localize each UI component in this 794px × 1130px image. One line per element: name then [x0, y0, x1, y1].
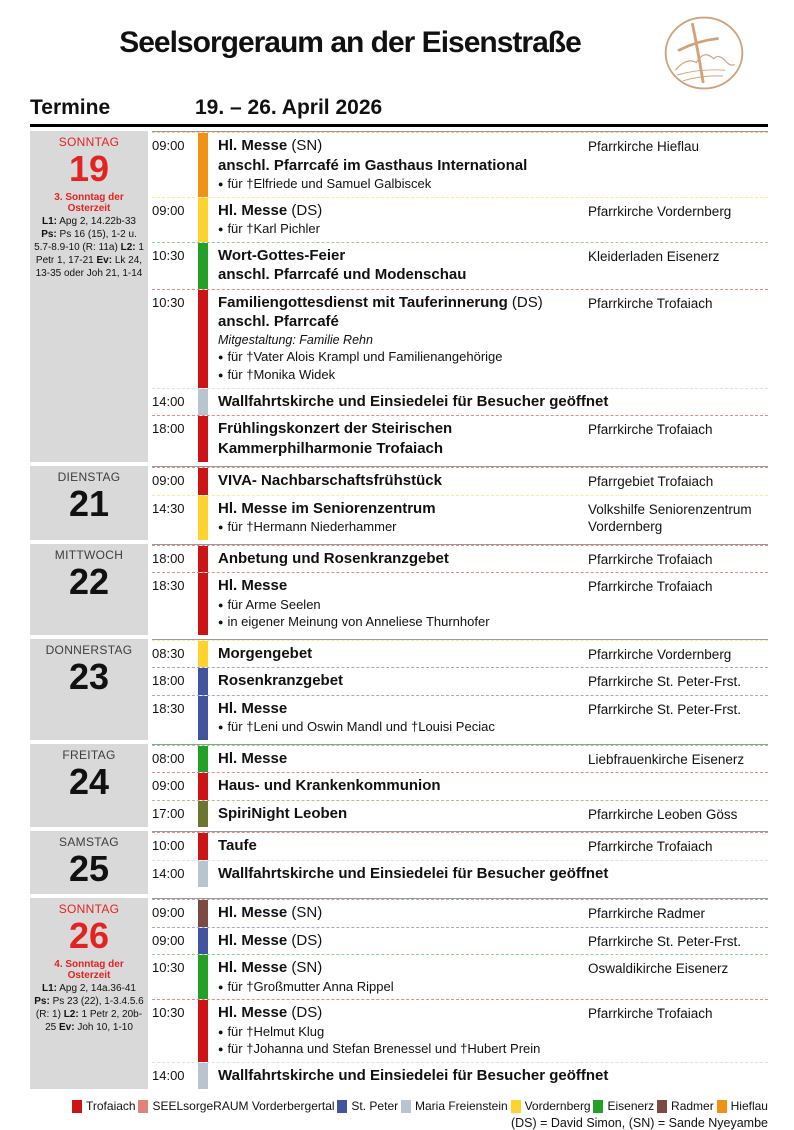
event-body — [218, 389, 768, 416]
event-row — [152, 289, 768, 388]
event-location: Pfarrkirche Leoben Göss — [588, 806, 738, 822]
event-row — [152, 860, 768, 888]
event-location: Pfarrkirche Trofaiach — [588, 839, 713, 855]
event-location: Pfarrkirche Trofaiach — [588, 1006, 713, 1022]
event-row — [152, 242, 768, 289]
event-intention: ● für †Großmutter Anna Rippel — [218, 978, 394, 994]
trofaiach-color-bar — [198, 546, 208, 573]
event-title: Wallfahrtskirche und Einsiedelei für Besucher geöffnet — [218, 1066, 609, 1084]
event-location: Pfarrgebiet Trofaiach — [588, 474, 714, 490]
stpeter-swatch-icon — [337, 1100, 347, 1113]
event-title: Anbetung und Rosenkranzgebet — [218, 549, 449, 567]
hieflau-swatch-icon — [717, 1100, 727, 1113]
event-body — [218, 243, 588, 289]
day-sidebar — [30, 898, 148, 1089]
trofaiach-color-bar — [198, 290, 208, 388]
day-events — [152, 131, 768, 462]
eisenerz-color-bar — [198, 243, 208, 289]
event-location: Liebfrauenkirche Eisenerz — [588, 751, 745, 767]
parish-cross-mountain-logo-icon — [658, 14, 750, 97]
event-title: Hl. Messe — [218, 577, 288, 595]
eisenerz-color-bar — [198, 955, 208, 999]
seelsorgeraum-swatch-icon — [138, 1100, 148, 1113]
event-intention: ● für †Vater Alois Krampl und Familienangehörige — [218, 349, 503, 365]
event-location: Pfarrkirche Trofaiach — [588, 551, 713, 567]
event-time: 09:00 — [152, 473, 185, 489]
legend-label: Maria Freienstein — [414, 1099, 508, 1114]
event-title: Rosenkranzgebet — [218, 672, 344, 690]
event-time: 14:00 — [152, 393, 185, 409]
event-time: 18:00 — [152, 673, 185, 689]
day-events — [152, 831, 768, 894]
event-title: Frühlingskonzert der Steirischen Kammerphilharmonie Trofaiach — [218, 420, 453, 457]
trofaiach-color-bar — [198, 833, 208, 860]
event-row — [152, 695, 768, 740]
day-events — [152, 744, 768, 828]
event-note: Mitgestaltung: Familie Rehn — [218, 332, 373, 347]
day-number: 25 — [68, 848, 110, 890]
day-sidebar — [30, 466, 148, 540]
event-location: Pfarrkirche St. Peter-Frst. — [588, 701, 742, 717]
day-number: 26 — [68, 915, 110, 957]
trofaiach-color-bar — [198, 1000, 208, 1062]
day-events — [152, 898, 768, 1089]
event-location: Pfarrkirche Trofaiach — [588, 422, 713, 438]
event-row — [152, 495, 768, 540]
vordernberg-color-bar — [198, 641, 208, 668]
event-title: Haus- und Krankenkommunion — [218, 777, 441, 795]
event-intention: ● für †Elfriede und Samuel Galbiscek — [218, 176, 432, 191]
event-body — [218, 746, 588, 773]
day-block — [30, 831, 768, 894]
event-title: Wallfahrtskirche und Einsiedelei für Besucher geöffnet — [218, 392, 609, 410]
event-time: 09:00 — [152, 138, 185, 153]
event-body — [218, 696, 588, 740]
legend-item — [593, 1099, 654, 1113]
legend-note: (DS) = David Simon, (SN) = Sande Nyeyambe — [510, 1116, 768, 1130]
day-name: SONNTAG — [58, 902, 120, 917]
event-row — [152, 667, 768, 695]
event-intention: ● in eigener Meinung von Anneliese Thurnhofer — [218, 614, 490, 630]
mariafreienstein-color-bar — [198, 389, 208, 416]
day-events — [152, 544, 768, 635]
day-sidebar — [30, 639, 148, 740]
event-time: 09:00 — [152, 932, 185, 948]
legend-row — [72, 1099, 768, 1113]
page-title: Seelsorgeraum an der Eisenstraße — [119, 26, 581, 59]
event-time: 09:00 — [152, 202, 185, 218]
event-row — [152, 927, 768, 955]
termine-header — [30, 96, 768, 127]
legend-label: SEELsorgeRAUM Vorderbergertal — [152, 1099, 335, 1114]
event-title: Hl. Messe (SN) — [218, 904, 323, 922]
event-location: Pfarrkirche Trofaiach — [588, 295, 713, 311]
event-title: Hl. Messe (DS) — [218, 201, 323, 219]
day-block — [30, 898, 768, 1089]
event-time: 10:30 — [152, 294, 185, 310]
day-events — [152, 466, 768, 540]
event-time: 14:00 — [152, 865, 185, 881]
legend-item — [138, 1099, 334, 1113]
event-time: 10:00 — [152, 838, 185, 854]
stpeter-color-bar — [198, 696, 208, 740]
event-title: Familiengottesdienst mit Tauferinnerung (DS) — [218, 293, 543, 311]
event-body — [218, 496, 588, 540]
event-time: 18:00 — [152, 421, 185, 437]
event-intention: ● für †Hermann Niederhammer — [218, 519, 397, 535]
day-readings: L1: Apg 2, 14a.36-41 Ps: Ps 23 (22), 1-3.4.5.6 (R: 1) L2: 1 Petr 2, 20b-25 Ev: Joh 10, 1-10 — [34, 982, 144, 1033]
stpeter-color-bar — [198, 668, 208, 695]
legend-label: Trofaiach — [86, 1099, 136, 1114]
event-time: 10:30 — [152, 1005, 185, 1021]
day-sidebar — [30, 131, 148, 462]
eisenerz-swatch-icon — [593, 1100, 603, 1113]
event-body — [218, 668, 588, 695]
eisenerz-color-bar — [198, 746, 208, 773]
event-title: Wallfahrtskirche und Einsiedelei für Besucher geöffnet — [218, 864, 609, 882]
event-location: Pfarrkirche St. Peter-Frst. — [588, 933, 742, 949]
event-title: Hl. Messe im Seniorenzentrum — [218, 499, 436, 517]
legend-item — [511, 1099, 591, 1113]
day-block — [30, 744, 768, 828]
event-row — [152, 745, 768, 773]
event-title: SpiriNight Leoben — [218, 804, 348, 822]
event-row — [152, 132, 768, 197]
day-number: 19 — [68, 148, 110, 189]
event-body — [218, 928, 588, 955]
event-body — [218, 1000, 588, 1062]
event-row — [152, 832, 768, 860]
day-feast: 4. Sonntag der Osterzeit — [54, 958, 124, 981]
event-title: Hl. Messe (SN) — [218, 959, 323, 977]
event-body — [218, 290, 588, 388]
trofaiach-color-bar — [198, 773, 208, 800]
event-intention: ● für Arme Seelen — [218, 596, 321, 612]
event-subtitle: anschl. Pfarrcafé und Modenschau — [218, 266, 467, 284]
event-intention: ● für †Karl Pichler — [218, 221, 320, 237]
day-block — [30, 639, 768, 740]
event-title: Hl. Messe (DS) — [218, 931, 323, 949]
event-body — [218, 573, 588, 635]
event-intention: ● für †Monika Widek — [218, 367, 336, 383]
event-row — [152, 999, 768, 1062]
legend-label: Vordernberg — [524, 1099, 591, 1114]
vordernberg-color-bar — [198, 198, 208, 242]
leoben-color-bar — [198, 801, 208, 828]
day-sidebar — [30, 831, 148, 894]
event-time: 18:00 — [152, 550, 185, 566]
event-row — [152, 467, 768, 495]
trofaiach-swatch-icon — [72, 1100, 82, 1113]
event-row — [152, 640, 768, 668]
termine-label: Termine — [30, 96, 111, 119]
event-location: Pfarrkirche Vordernberg — [588, 203, 732, 219]
legend-item — [72, 1099, 136, 1113]
event-intention: ● für †Helmut Klug — [218, 1023, 325, 1039]
legend-item — [657, 1099, 714, 1113]
day-name: MITTWOCH — [54, 547, 124, 562]
event-body — [218, 955, 588, 999]
day-block — [30, 466, 768, 540]
trofaiach-color-bar — [198, 573, 208, 635]
legend-label: Radmer — [671, 1099, 714, 1114]
day-name: SONNTAG — [58, 135, 120, 149]
day-name: DIENSTAG — [57, 470, 121, 485]
event-row — [152, 800, 768, 828]
mariafreienstein-swatch-icon — [401, 1100, 411, 1113]
legend-item — [717, 1099, 768, 1113]
event-body — [218, 198, 588, 242]
mariafreienstein-color-bar — [198, 861, 208, 888]
event-title: Hl. Messe — [218, 699, 288, 717]
event-location: Pfarrkirche Trofaiach — [588, 579, 713, 595]
radmer-swatch-icon — [657, 1100, 667, 1113]
event-row — [152, 772, 768, 800]
day-block — [30, 131, 768, 462]
date-range: 19. – 26. April 2026 — [195, 96, 383, 119]
event-body — [218, 1063, 768, 1090]
event-time: 10:30 — [152, 960, 185, 976]
event-location: Volkshilfe Seniorenzentrum Vordernberg — [588, 501, 752, 535]
event-title: Morgengebet — [218, 644, 313, 662]
event-title: Wort-Gottes-Feier — [218, 246, 346, 264]
event-body — [218, 861, 768, 888]
day-feast: 3. Sonntag der Osterzeit — [54, 191, 124, 214]
event-body — [218, 133, 588, 197]
event-time: 09:00 — [152, 905, 185, 921]
event-title: VIVA- Nachbarschaftsfrühstück — [218, 472, 442, 490]
day-sidebar — [30, 544, 148, 635]
event-body — [218, 773, 768, 800]
legend-item — [337, 1099, 398, 1113]
day-events — [152, 639, 768, 740]
legend-item — [401, 1099, 508, 1113]
trofaiach-color-bar — [198, 468, 208, 495]
day-readings: L1: Apg 2, 14.22b-33 Ps: Ps 16 (15), 1-2 u. 5.7-8.9-10 (R: 11a) L2: 1 Petr 1, 17-21 Ev: Lk 24, 13-35 oder Joh 21, 1-14 — [34, 215, 144, 279]
stpeter-color-bar — [198, 928, 208, 955]
hieflau-color-bar — [198, 133, 208, 197]
day-name: SAMSTAG — [59, 835, 119, 850]
event-time: 14:00 — [152, 1067, 185, 1083]
event-time: 10:30 — [152, 247, 185, 263]
schedule — [30, 131, 768, 1089]
event-location: Kleiderladen Eisenerz — [588, 248, 720, 264]
event-body — [218, 801, 588, 828]
event-location: Pfarrkirche Radmer — [588, 906, 706, 922]
legend-label: Eisenerz — [607, 1099, 655, 1114]
day-number: 22 — [68, 560, 110, 602]
day-number: 21 — [68, 483, 110, 525]
event-intention: ● für †Leni und Oswin Mandl und †Louisi Peciac — [218, 719, 495, 735]
event-title: Taufe — [218, 837, 257, 855]
event-row — [152, 572, 768, 635]
event-time: 09:00 — [152, 778, 185, 794]
event-body — [218, 641, 588, 668]
day-sidebar — [30, 744, 148, 828]
trofaiach-color-bar — [198, 416, 208, 462]
event-body — [218, 468, 588, 495]
vordernberg-swatch-icon — [511, 1100, 521, 1113]
event-time: 14:30 — [152, 500, 185, 516]
event-time: 08:30 — [152, 645, 185, 661]
event-row — [152, 415, 768, 462]
event-body — [218, 900, 588, 927]
event-body — [218, 546, 588, 573]
event-location: Oswaldikirche Eisenerz — [588, 961, 729, 977]
event-location: Pfarrkirche Hieflau — [588, 139, 700, 154]
legend-label: Hieflau — [730, 1099, 768, 1114]
event-row — [152, 388, 768, 416]
vordernberg-color-bar — [198, 496, 208, 540]
event-row — [152, 1062, 768, 1090]
event-row — [152, 899, 768, 927]
event-location: Pfarrkirche Vordernberg — [588, 646, 732, 662]
event-row — [152, 197, 768, 242]
page-header — [30, 12, 768, 96]
day-block — [30, 544, 768, 635]
legend — [30, 1099, 768, 1130]
radmer-color-bar — [198, 900, 208, 927]
event-row — [152, 545, 768, 573]
event-time: 18:30 — [152, 700, 185, 716]
event-subtitle: anschl. Pfarrcafé im Gasthaus International — [218, 156, 528, 174]
event-subtitle: anschl. Pfarrcafé — [218, 313, 339, 331]
event-intention: ● für †Johanna und Stefan Brenessel und †Hubert Prein — [218, 1041, 541, 1057]
day-name: FREITAG — [62, 747, 116, 762]
legend-label: St. Peter — [351, 1099, 399, 1114]
event-location: Pfarrkirche St. Peter-Frst. — [588, 674, 742, 690]
day-number: 23 — [68, 655, 110, 697]
event-title: Hl. Messe (DS) — [218, 1004, 323, 1022]
event-time: 18:30 — [152, 578, 185, 594]
mariafreienstein-color-bar — [198, 1063, 208, 1090]
event-title: Hl. Messe — [218, 749, 288, 767]
event-body — [218, 416, 588, 462]
event-body — [218, 833, 588, 860]
event-row — [152, 954, 768, 999]
day-name: DONNERSTAG — [45, 642, 133, 657]
event-time: 08:00 — [152, 750, 185, 766]
event-title: Hl. Messe (SN) — [218, 137, 323, 154]
day-number: 24 — [68, 760, 110, 802]
event-time: 17:00 — [152, 805, 185, 821]
